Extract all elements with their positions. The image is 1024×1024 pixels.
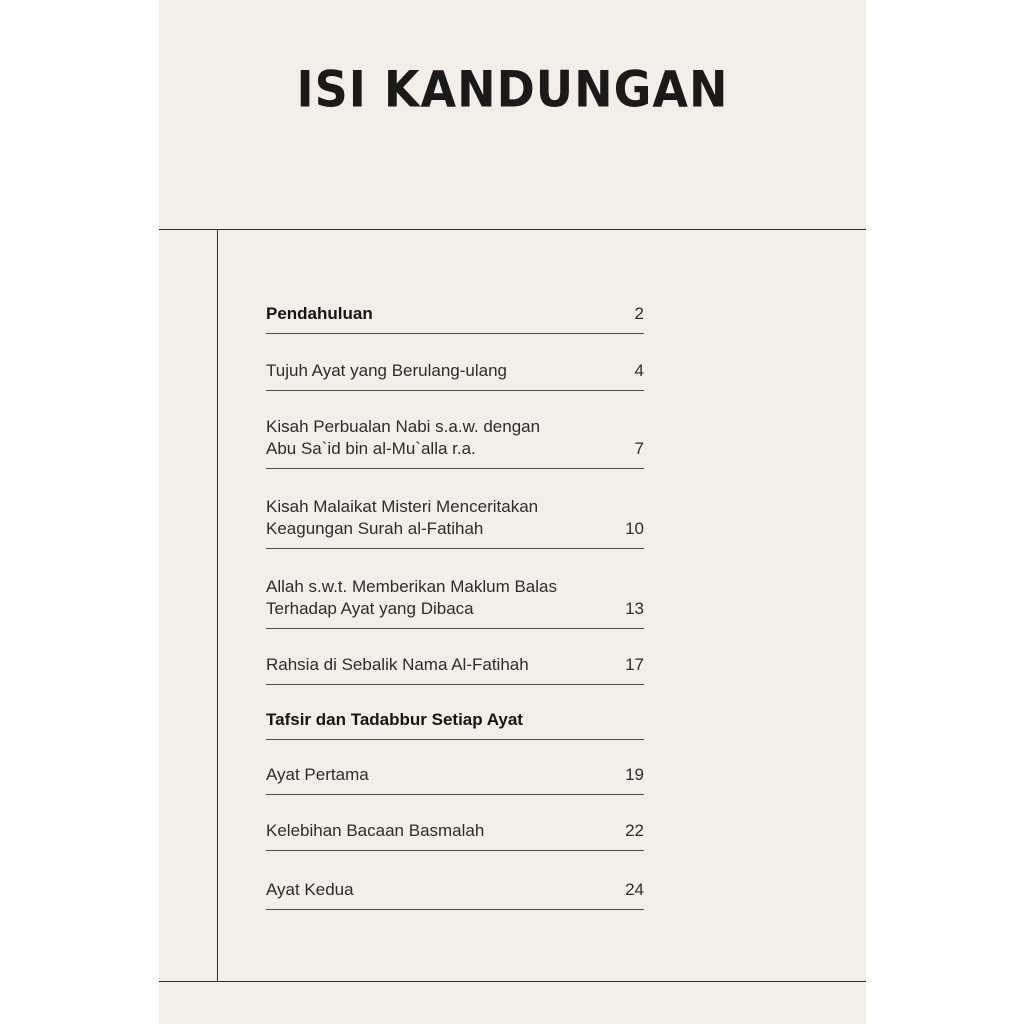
toc-entry-page: 10 — [625, 519, 644, 538]
toc-entry-page: 22 — [625, 821, 644, 840]
toc-entry[interactable] — [266, 866, 644, 910]
page-title: ISI KANDUNGAN — [296, 59, 729, 119]
toc-entry[interactable] — [266, 350, 644, 391]
toc-entry-page: 17 — [625, 655, 644, 674]
toc-entry-title: Allah s.w.t. Memberikan Maklum Balas Terhadap Ayat yang Dibaca — [266, 577, 557, 618]
vertical-rule — [217, 229, 218, 982]
toc-entry-title: Ayat Kedua — [266, 880, 354, 899]
toc-entry-title: Kisah Malaikat Misteri Menceritakan Keagungan Surah al-Fatihah — [266, 497, 539, 538]
toc-entry-page: 7 — [634, 439, 644, 458]
toc-entry-page: 13 — [625, 599, 644, 618]
toc-entry[interactable] — [266, 290, 644, 334]
toc-entry-title: Tujuh Ayat yang Berulang-ulang — [266, 361, 508, 380]
toc-entry-title: Pendahuluan — [266, 304, 373, 323]
toc-entry[interactable] — [266, 410, 644, 469]
top-divider — [159, 229, 866, 230]
toc-entry-page: 4 — [634, 361, 644, 380]
toc-entry[interactable] — [266, 811, 644, 851]
toc-entry-title: Tafsir dan Tadabbur Setiap Ayat — [266, 710, 523, 729]
toc-entry[interactable] — [266, 488, 644, 549]
bottom-divider — [159, 981, 866, 982]
toc-entry[interactable] — [266, 645, 644, 685]
toc-entry-title: Ayat Pertama — [266, 765, 369, 784]
toc-section-heading[interactable] — [266, 700, 644, 740]
toc-entry-page: 2 — [634, 304, 644, 323]
toc-entry-page: 19 — [625, 765, 644, 784]
toc-entry-title: Rahsia di Sebalik Nama Al-Fatihah — [266, 655, 529, 674]
toc-entry-title: Kelebihan Bacaan Basmalah — [266, 821, 485, 840]
toc-entry[interactable] — [266, 568, 644, 629]
toc-entry-page: 24 — [625, 880, 644, 899]
toc-entry-title: Kisah Perbualan Nabi s.a.w. dengan Abu Sa`id bin al-Mu`alla r.a. — [266, 417, 541, 458]
document-page — [159, 0, 866, 1024]
toc-entry[interactable] — [266, 755, 644, 795]
